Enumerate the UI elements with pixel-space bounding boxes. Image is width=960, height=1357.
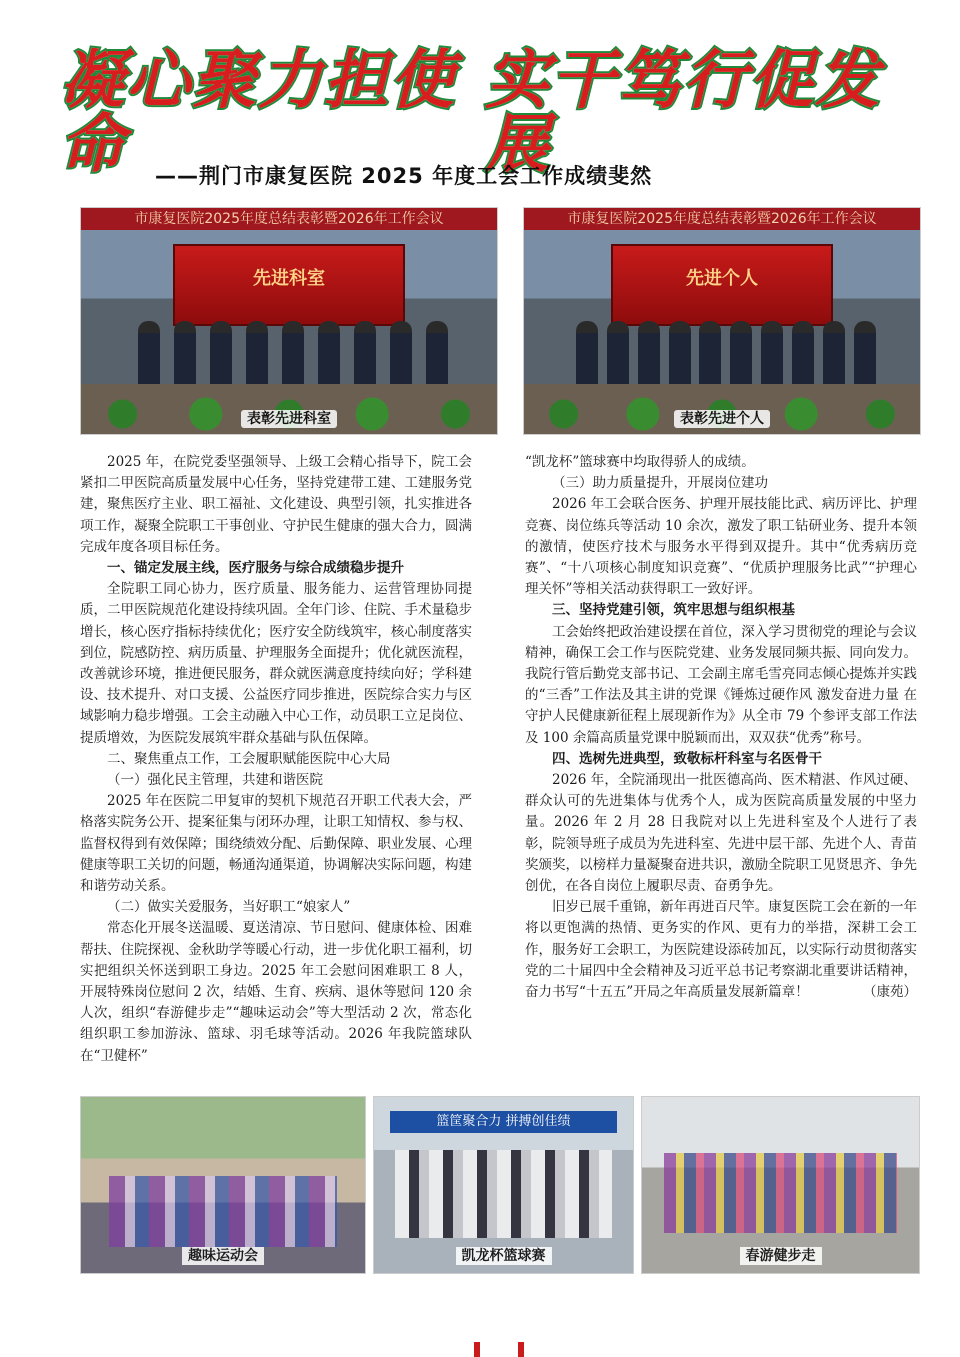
photo-screen: 先进科室 — [173, 244, 406, 325]
subsection-heading: （一）强化民主管理，共建和谐医院 — [107, 772, 323, 789]
headline-part2: 实干笃行促发展 — [485, 43, 881, 182]
paragraph: 常态化开展冬送温暖、夏送清凉、节日慰问、健康体检、困难帮扶、住院探视、金秋助学等暖心行动，进一步优化职工福利，切实把组织关怀送到职工身边。2025 年工会慰问困难职工 8 人，开展特殊岗位慰问 2 次，结婚、生育、疾病、退休等慰问 120 余人次，组织“春游健步走”“趣味运动会”等大型活动 2 次，常态化组织职工参加游泳、篮球、羽毛球等活动。2026 年我院篮球队在“卫健杯” — [80, 920, 472, 1064]
photo-basketball — [373, 1096, 634, 1274]
photo-spring-walk — [641, 1096, 920, 1274]
section-heading: 三、坚持党建引领，筑牢思想与组织根基 — [552, 602, 795, 619]
photo-banner: 市康复医院2025年度总结表彰暨2026年工作会议 — [81, 208, 497, 230]
paragraph: 全院职工同心协力，医疗质量、服务能力、运营管理协同提质，二甲医院规范化建设持续巩固。全年门诊、住院、手术量稳步增长，核心医疗指标持续优化；医疗安全防线筑牢，核心制度落实到位，院感防控、病历质量、护理服务全面提升；优化就医流程，改善就诊环境，推进便民服务，群众就医满意度持续向好；学科建设、技术提升、对口支援、公益医疗同步推进，医院综合实力与区域影响力稳步增强。工会主动融入中心工作，动员职工立足岗位、提质增效，为医院发展筑牢群众基础与队伍保障。 — [80, 581, 472, 746]
photo-advanced-individuals — [523, 207, 921, 435]
paragraph: 旧岁已展千重锦，新年再进百尺竿。康复医院工会在新的一年将以更饱满的热情、更务实的作风、更有力的举措，深耕工会工作，服务好工会职工，为医院建设添砖加瓦，以实际行动贯彻落实党的二十届四中全会精神及习近平总书记考察湖北重要讲话精神，奋力书写“十五五”开局之年高质量发展新篇章！ （康苑） — [525, 897, 917, 1003]
paragraph: 2026 年，全院涌现出一批医德高尚、医术精湛、作风过硬、群众认可的先进集体与优秀个人，成为医院高质量发展的中坚力量。2026 年 2 月 28 日我院对以上先进科室及个人进行了表彰，院领导班子成员为先进科室、先进中层干部、先进个人、青苗奖颁奖，以榜样力量凝聚奋进共识，激励全院职工见贤思齐、争先创优，在各自岗位上履职尽责、奋勇争先。 — [525, 772, 917, 895]
article-column-left — [80, 452, 472, 1067]
section-heading: 四、选树先进典型，致敬标杆科室与名医骨干 — [552, 750, 822, 767]
section-heading: 二、聚焦重点工作，工会履职赋能医院中心大局 — [107, 750, 391, 767]
page-marker — [474, 1342, 524, 1357]
subsection-heading: （三）助力质量提升，开展岗位建功 — [552, 475, 768, 492]
photo-people — [131, 312, 456, 389]
photo-banner: 篮筐聚合力 拼搏创佳绩 — [390, 1111, 618, 1133]
author-sign: （康苑） — [863, 984, 917, 1001]
subtitle: ——荆门市康复医院 2025 年度工会工作成绩斐然 — [155, 164, 653, 188]
paragraph: 工会始终把政治建设摆在首位，深入学习贯彻党的理论与会议精神，确保工会工作与医院党建、业务发展同频共振、同向发力。我院行管后勤党支部书记、工会副主席毛雪亮同志倾心提炼并实践的“三香”工作法及其主讲的党课《锤炼过硬作风 激发奋进力量 在守护人民健康新征程上展现新作为》从全市 79 个参评支部工作法及 100 余篇高质量党课中脱颖而出，双双获“优秀”称号。 — [525, 623, 917, 746]
photo-banner: 市康复医院2025年度总结表彰暨2026年工作会议 — [524, 208, 920, 230]
article-column-right — [525, 452, 917, 1003]
paragraph: 2025 年在医院二甲复审的契机下规范召开职工代表大会，严格落实院务公开、提案征集与闭环办理，让职工知情权、参与权、监督权得到有效保障；围绕绩效分配、后勤保障、职业发展、心理健康等职工关切的问题，畅通沟通渠道，协调解决实际问题，构建和谐劳动关系。 — [80, 793, 472, 895]
photo-caption: 凯龙杯篮球赛 — [374, 1245, 633, 1265]
subsection-heading: （二）做实关爱服务，当好职工“娘家人” — [107, 899, 351, 916]
photo-caption: 表彰先进个人 — [524, 408, 920, 428]
paragraph: 2026 年工会联合医务、护理开展技能比武、病历评比、护理竞赛、岗位练兵等活动 10 余次，激发了职工钻研业务、提升本领的激情，使医疗技术与服务水平得到双提升。其中“优秀病历竞赛”、“十八项核心制度知识竞赛”、“优质护理服务比武”“护理心理关怀”等相关活动获得职工一致好评。 — [525, 496, 917, 598]
photo-fun-games — [80, 1096, 366, 1274]
section-heading: 一、锚定发展主线，医疗服务与综合成绩稳步提升 — [107, 560, 404, 577]
photo-advanced-departments — [80, 207, 498, 435]
photo-screen: 先进个人 — [611, 244, 833, 325]
paragraph: 2025 年，在院党委坚强领导、上级工会精心指导下，院工会紧扣二甲医院高质量发展中心任务，坚持党建带工建、工建服务党建，聚焦医疗主业、职工福祉、文化建设、典型引领，扎实推进各项工作，凝聚全院职工干事创业、守护民生健康的强大合力，圆满完成年度各项目标任务。 — [80, 454, 472, 555]
photo-caption: 趣味运动会 — [81, 1245, 365, 1265]
photo-caption: 春游健步走 — [642, 1245, 919, 1265]
photo-people — [572, 312, 881, 389]
photo-caption: 表彰先进科室 — [81, 408, 497, 428]
headline-part1: 凝心聚力担使命 — [60, 43, 456, 182]
paragraph: “凯龙杯”篮球赛中均取得骄人的成绩。 — [525, 454, 755, 470]
